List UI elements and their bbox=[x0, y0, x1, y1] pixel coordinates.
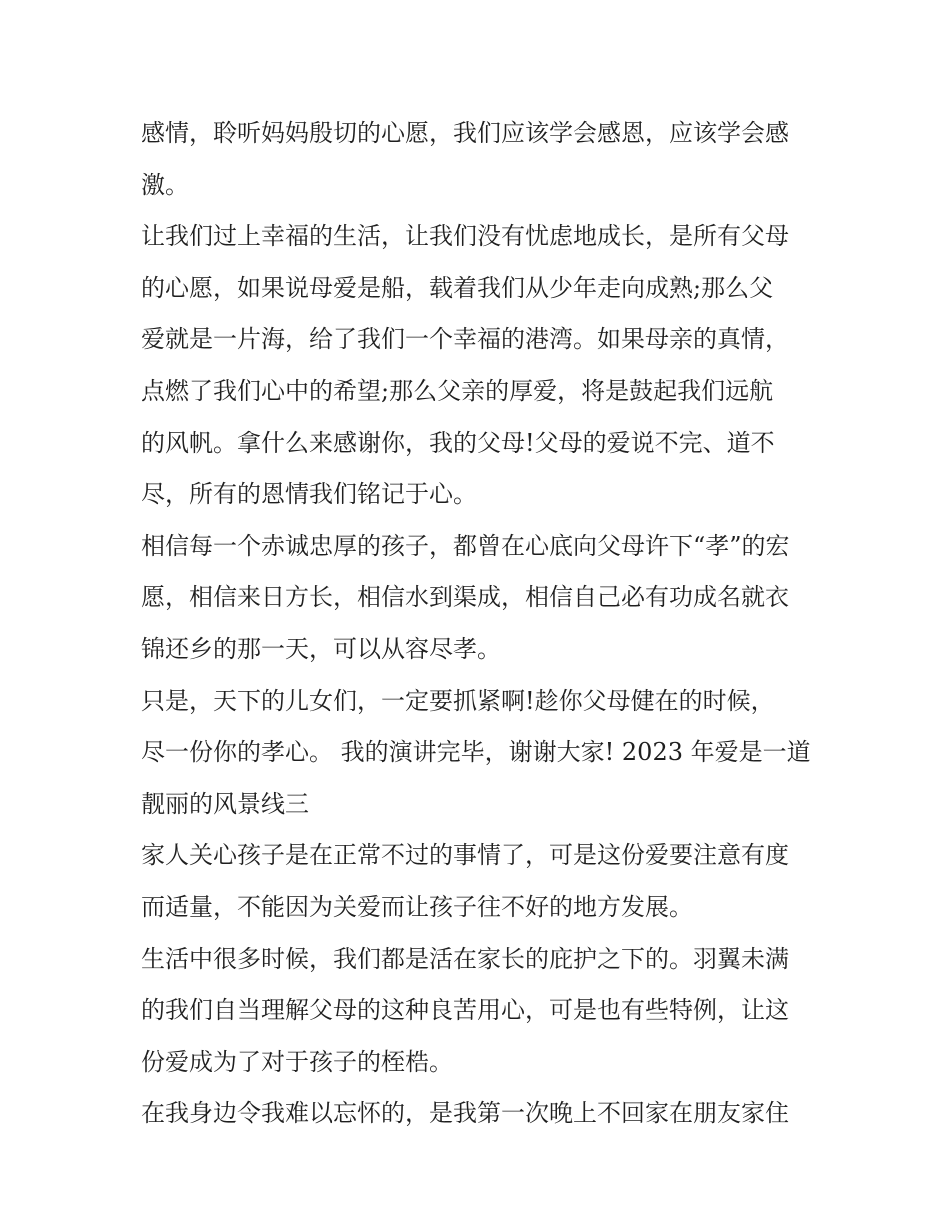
text-line: 激。 bbox=[141, 170, 189, 199]
text-line: 在我身边令我难以忘怀的，是我第一次晚上不回家在朋友家住 bbox=[141, 1099, 789, 1128]
text-line: 尽，所有的恩情我们铭记于心。 bbox=[141, 480, 477, 509]
text-line: 相信每一个赤诚忠厚的孩子，都曾在心底向父母许下“孝”的宏 bbox=[141, 531, 790, 560]
text-line: 的心愿，如果说母爱是船，载着我们从少年走向成熟;那么父 bbox=[141, 273, 774, 302]
text-line: 锦还乡的那一天，可以从容尽孝。 bbox=[141, 634, 501, 663]
document-body bbox=[141, 108, 821, 1140]
text-line: 尽一份你的孝心。 我的演讲完毕，谢谢大家! 2023 年爱是一道 bbox=[141, 738, 811, 767]
text-line: 而适量，不能因为关爱而让孩子往不好的地方发展。 bbox=[141, 892, 693, 921]
text-line: 生活中很多时候，我们都是活在家长的庇护之下的。羽翼未满 bbox=[141, 944, 789, 973]
text-line: 的我们自当理解父母的这种良苦用心，可是也有些特例，让这 bbox=[141, 996, 789, 1025]
text-line: 让我们过上幸福的生活，让我们没有忧虑地成长，是所有父母 bbox=[141, 222, 789, 251]
text-line: 的风帆。拿什么来感谢你，我的父母!父母的爱说不完、道不 bbox=[141, 428, 775, 457]
text-line: 爱就是一片海，给了我们一个幸福的港湾。如果母亲的真情， bbox=[141, 325, 789, 354]
text-line: 靓丽的风景线三 bbox=[141, 789, 309, 818]
text-line: 感情，聆听妈妈殷切的心愿，我们应该学会感恩，应该学会感 bbox=[141, 119, 789, 147]
text-line: 愿，相信来日方长，相信水到渠成，相信自己必有功成名就衣 bbox=[141, 583, 789, 612]
text-line: 家人关心孩子是在正常不过的事情了，可是这份爱要注意有度 bbox=[141, 841, 789, 870]
text-line: 只是，天下的儿女们，一定要抓紧啊!趁你父母健在的时候， bbox=[141, 686, 775, 715]
text-line: 点燃了我们心中的希望;那么父亲的厚爱，将是鼓起我们远航 bbox=[141, 376, 774, 405]
text-line: 份爱成为了对于孩子的桎梏。 bbox=[141, 1047, 453, 1076]
